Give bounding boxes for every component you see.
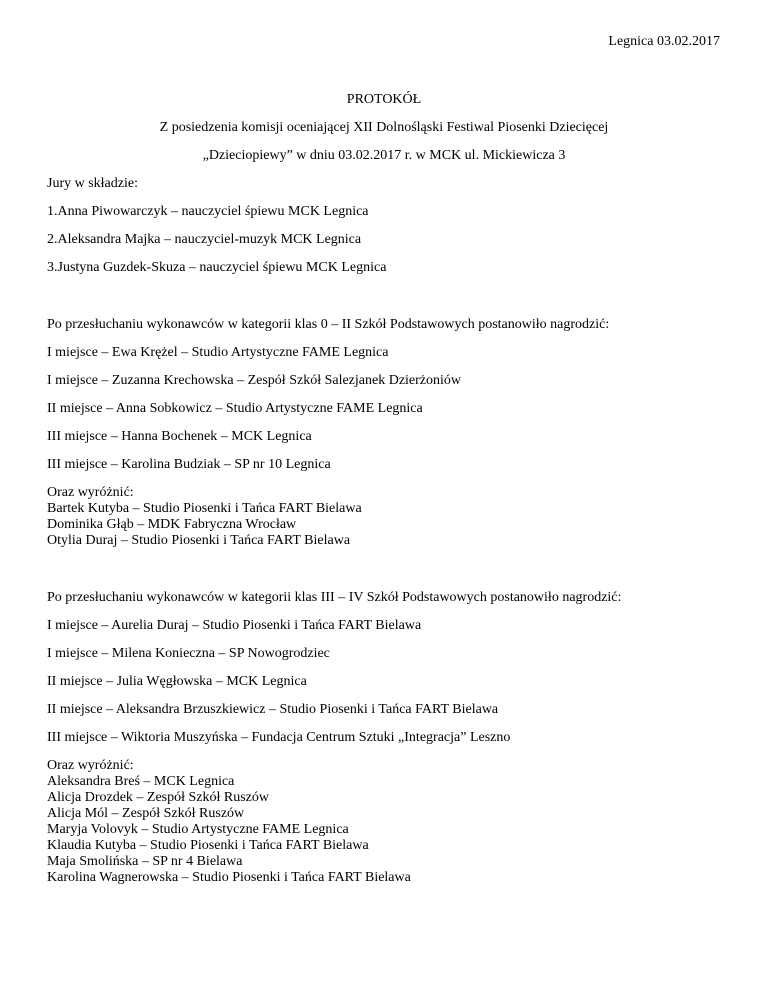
distinction-item: Dominika Głąb – MDK Fabryczna Wrocław [47,517,297,532]
award-item: III miejsce – Wiktoria Muszyńska – Fundacja Centrum Sztuki „Integracja” Leszno [47,730,511,745]
jury-member: 1.Anna Piwowarczyk – nauczyciel śpiewu MCK Legnica [47,204,369,219]
award-item: I miejsce – Milena Konieczna – SP Nowogrodziec [47,646,330,661]
distinction-item: Bartek Kutyba – Studio Piosenki i Tańca FART Bielawa [47,501,362,516]
award-item: III miejsce – Hanna Bochenek – MCK Legnica [47,429,312,444]
award-item: II miejsce – Julia Węgłowska – MCK Legnica [47,674,307,689]
award-item: I miejsce – Zuzanna Krechowska – Zespół Szkół Salezjanek Dzierżoniów [47,373,462,388]
distinction-item: Maja Smolińska – SP nr 4 Bielawa [47,854,243,869]
distinction-item: Maryja Volovyk – Studio Artystyczne FAME Legnica [47,822,349,837]
award-item: II miejsce – Aleksandra Brzuszkiewicz – Studio Piosenki i Tańca FART Bielawa [47,702,499,717]
document-subtitle-line-2: „Dzieciopiewy” w dniu 03.02.2017 r. w MCK ul. Mickiewicza 3 [202,148,566,163]
distinction-item: Alicja Mól – Zespół Szkół Ruszów [47,806,245,821]
jury-member: 2.Aleksandra Majka – nauczyciel-muzyk MCK Legnica [47,232,362,247]
jury-heading: Jury w składzie: [47,176,138,191]
jury-member: 3.Justyna Guzdek-Skuza – nauczyciel śpiewu MCK Legnica [47,260,387,275]
distinction-item: Aleksandra Breś – MCK Legnica [47,774,235,789]
award-item: I miejsce – Aurelia Duraj – Studio Piosenki i Tańca FART Bielawa [47,618,422,633]
distinction-item: Klaudia Kutyba – Studio Piosenki i Tańca FART Bielawa [47,838,369,853]
category-1-intro: Po przesłuchaniu wykonawców w kategorii klas 0 – II Szkół Podstawowych postanowiło nagrodzić: [47,317,610,332]
distinction-item: Alicja Drozdek – Zespół Szkół Ruszów [47,790,270,805]
award-item: II miejsce – Anna Sobkowicz – Studio Artystyczne FAME Legnica [47,401,423,416]
distinction-item: Otylia Duraj – Studio Piosenki i Tańca FART Bielawa [47,533,351,548]
document-title: PROTOKÓŁ [346,92,422,107]
distinctions-heading: Oraz wyróżnić: [47,485,134,500]
distinction-item: Karolina Wagnerowska – Studio Piosenki i Tańca FART Bielawa [47,870,411,885]
document-subtitle-line-1: Z posiedzenia komisji oceniającej XII Dolnośląski Festiwal Piosenki Dziecięcej [159,120,609,135]
category-2-intro: Po przesłuchaniu wykonawców w kategorii klas III – IV Szkół Podstawowych postanowiło nagrodzić: [47,590,622,605]
award-item: I miejsce – Ewa Krężel – Studio Artystyczne FAME Legnica [47,345,389,360]
document-date: Legnica 03.02.2017 [608,34,720,49]
distinctions-heading: Oraz wyróżnić: [47,758,134,773]
award-item: III miejsce – Karolina Budziak – SP nr 10 Legnica [47,457,331,472]
